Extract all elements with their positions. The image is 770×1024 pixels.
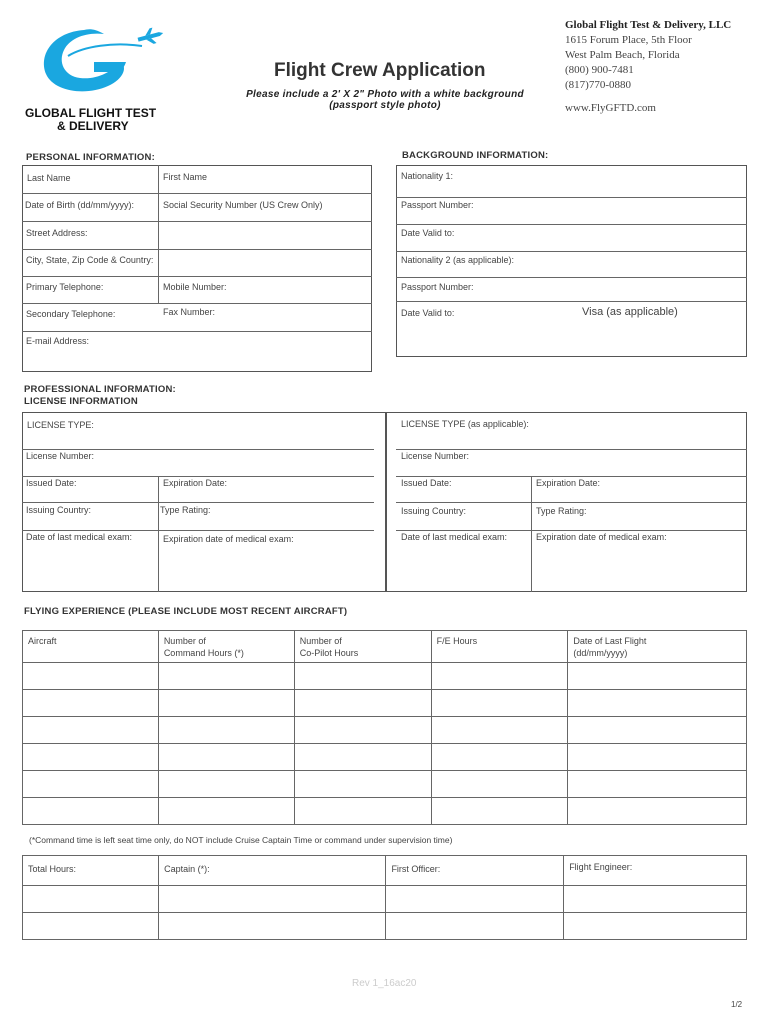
type-rating-field[interactable]: Type Rating: — [160, 505, 211, 515]
license-info-heading: LICENSE INFORMATION — [24, 396, 138, 407]
passport-number2-field[interactable]: Passport Number: — [401, 282, 474, 292]
column-header: Captain (*): — [159, 856, 386, 886]
column-header: F/E Hours — [431, 631, 568, 663]
photo-instruction — [225, 89, 545, 111]
table-row[interactable] — [23, 798, 747, 825]
company-info — [565, 18, 731, 116]
fax-number-field[interactable]: Fax Number: — [163, 307, 216, 317]
revision-label: Rev 1_16ac20 — [352, 978, 417, 989]
street-address-field[interactable]: Street Address: — [26, 228, 88, 238]
company-website[interactable]: www.FlyGFTD.com — [565, 102, 656, 114]
company-address2: West Palm Beach, Florida — [565, 49, 680, 61]
table-row[interactable] — [23, 886, 747, 913]
issued-date-field[interactable]: Issued Date: — [26, 478, 77, 488]
photo-instruction-line1: Please include a 2' X 2" Photo with a white background — [246, 89, 524, 100]
nationality2-field[interactable]: Nationality 2 (as applicable): — [401, 255, 515, 265]
visa-field[interactable]: Visa (as applicable) — [582, 306, 678, 318]
license-number-field[interactable]: License Number: — [26, 451, 95, 461]
license-type2-field[interactable]: LICENSE TYPE (as applicable): — [401, 419, 529, 429]
table-row[interactable] — [23, 913, 747, 940]
company-phone2: (817)770-0880 — [565, 79, 631, 91]
ssn-field[interactable]: Social Security Number (US Crew Only) — [163, 200, 323, 210]
type-rating2-field[interactable]: Type Rating: — [536, 506, 587, 516]
issuing-country-field[interactable]: Issuing Country: — [26, 505, 92, 515]
first-name-field[interactable]: First Name — [163, 172, 208, 182]
personal-info-heading: PERSONAL INFORMATION: — [26, 152, 155, 163]
column-header: Aircraft — [23, 631, 159, 663]
table-row[interactable] — [23, 663, 747, 690]
secondary-telephone-field[interactable]: Secondary Telephone: — [26, 309, 116, 319]
totals-header-row — [23, 856, 747, 886]
form-title: Flight Crew Application — [274, 60, 486, 81]
column-header: First Officer: — [386, 856, 564, 886]
expiration-date-field[interactable]: Expiration Date: — [163, 478, 228, 488]
company-name: Global Flight Test & Delivery, LLC — [565, 19, 732, 31]
table-row[interactable] — [23, 690, 747, 717]
company-logo — [24, 22, 164, 132]
city-state-zip-field[interactable]: City, State, Zip Code & Country: — [26, 255, 154, 265]
table-row[interactable] — [23, 744, 747, 771]
dob-field[interactable]: Date of Birth (dd/mm/yyyy): — [25, 200, 135, 210]
company-address1: 1615 Forum Place, 5th Floor — [565, 34, 692, 46]
column-header: Number of Co-Pilot Hours — [294, 631, 431, 663]
issued-date2-field[interactable]: Issued Date: — [401, 478, 452, 488]
logo-swoosh-icon — [24, 22, 164, 102]
table-row[interactable] — [23, 771, 747, 798]
background-info-heading: BACKGROUND INFORMATION: — [402, 150, 549, 161]
total-hours-table — [22, 855, 747, 940]
issuing-country2-field[interactable]: Issuing Country: — [401, 506, 467, 516]
photo-instruction-line2: (passport style photo) — [329, 100, 441, 111]
column-header: Total Hours: — [23, 856, 159, 886]
table-row[interactable] — [23, 717, 747, 744]
email-address-field[interactable]: E-mail Address: — [26, 336, 90, 346]
logo-text-line1: GLOBAL FLIGHT TEST — [25, 106, 157, 120]
medical-exam-date2-field[interactable]: Date of last medical exam: — [401, 532, 508, 542]
medical-exam-expiration-field[interactable]: Expiration date of medical exam: — [163, 534, 294, 544]
flying-experience-table — [22, 630, 747, 825]
license-type-field[interactable]: LICENSE TYPE: — [27, 420, 94, 430]
column-header: Number of Command Hours (*) — [158, 631, 294, 663]
page-number: 1/2 — [731, 1000, 743, 1009]
mobile-number-field[interactable]: Mobile Number: — [163, 282, 227, 292]
passport-number1-field[interactable]: Passport Number: — [401, 200, 474, 210]
column-header: Date of Last Flight (dd/mm/yyyy) — [568, 631, 747, 663]
medical-exam-date-field[interactable]: Date of last medical exam: — [26, 532, 133, 542]
command-time-note: (*Command time is left seat time only, do NOT include Cruise Captain Time or command under supervision time) — [29, 835, 453, 845]
nationality1-field[interactable]: Nationality 1: — [401, 171, 454, 181]
column-header: Flight Engineer: — [564, 856, 747, 886]
last-name-field[interactable]: Last Name — [27, 173, 71, 183]
logo-text-line2: & DELIVERY — [57, 119, 129, 133]
flying-experience-heading: FLYING EXPERIENCE (PLEASE INCLUDE MOST RECENT AIRCRAFT) — [24, 606, 348, 617]
expiration-date2-field[interactable]: Expiration Date: — [536, 478, 601, 488]
primary-telephone-field[interactable]: Primary Telephone: — [26, 282, 104, 292]
license-number2-field[interactable]: License Number: — [401, 451, 470, 461]
table-header-row — [23, 631, 747, 663]
date-valid2-field[interactable]: Date Valid to: — [401, 308, 455, 318]
date-valid1-field[interactable]: Date Valid to: — [401, 228, 455, 238]
medical-exam-expiration2-field[interactable]: Expiration date of medical exam: — [536, 532, 667, 542]
company-phone1: (800) 900-7481 — [565, 64, 634, 76]
professional-info-heading: PROFESSIONAL INFORMATION: — [24, 384, 176, 395]
